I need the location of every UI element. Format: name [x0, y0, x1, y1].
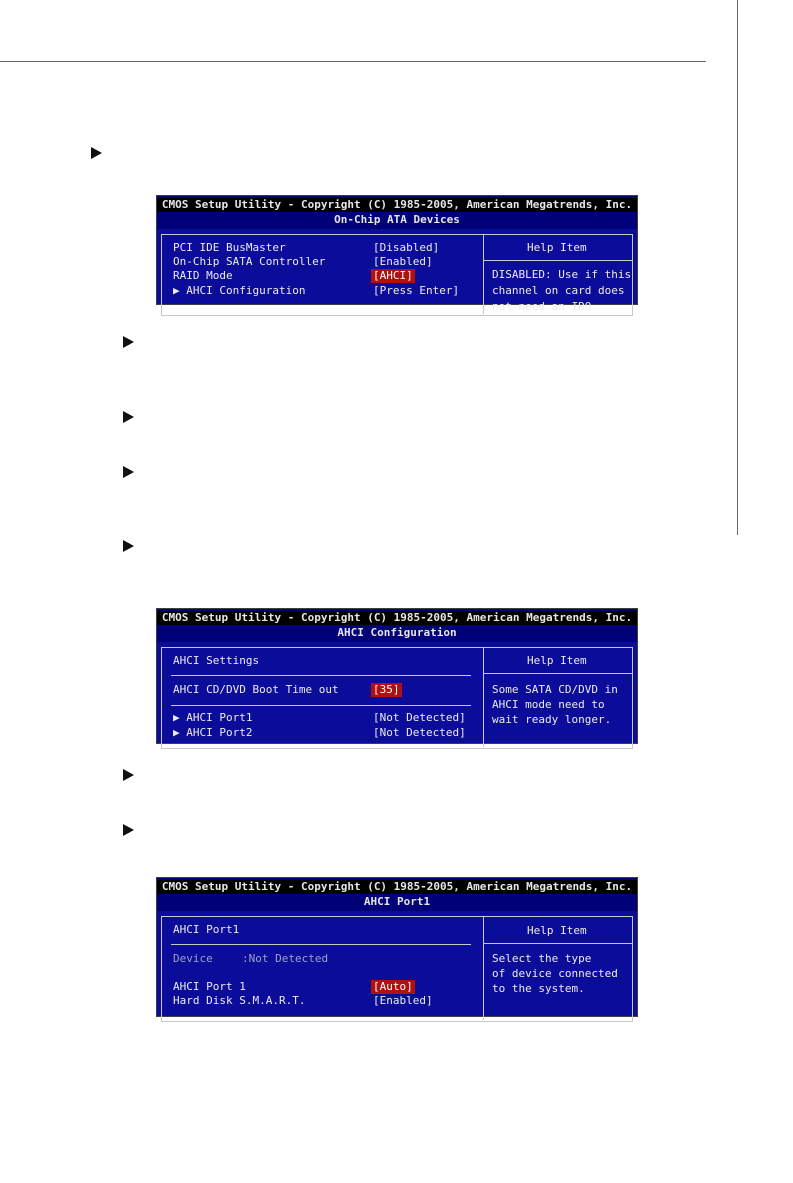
- bios-help-divider: [484, 260, 632, 261]
- bios-subtitle: AHCI Port1: [363, 895, 431, 908]
- submenu-link[interactable]: ▶ AHCI Port1: [173, 711, 253, 724]
- bios-subtitle: AHCI Configuration: [337, 626, 457, 639]
- setting-value[interactable]: [Not Detected]: [373, 711, 466, 724]
- page-side-rule: [737, 0, 738, 535]
- setting-label[interactable]: RAID Mode: [173, 269, 233, 282]
- help-title: Help Item: [527, 654, 587, 667]
- submenu-link[interactable]: ▶ AHCI Configuration: [173, 284, 306, 297]
- help-text: Select the type: [492, 952, 592, 965]
- help-text: channel on card does: [492, 284, 625, 297]
- bullet-icon: [123, 824, 134, 836]
- help-text: DISABLED: Use if this: [492, 268, 632, 281]
- setting-label[interactable]: On-Chip SATA Controller: [173, 255, 326, 268]
- help-text: of device connected: [492, 967, 618, 980]
- bullet-icon: [123, 411, 134, 423]
- device-value: :Not Detected: [242, 952, 329, 965]
- section-divider: [171, 705, 471, 706]
- bios-screen-onchip-ata: [156, 195, 638, 313]
- setting-value-selected[interactable]: [35]: [373, 683, 400, 696]
- section-divider: [171, 675, 471, 676]
- section-title: AHCI Port1: [173, 923, 240, 936]
- bullet-icon: [123, 466, 134, 478]
- setting-value[interactable]: [Enabled]: [373, 255, 433, 268]
- page-top-rule: [0, 61, 706, 62]
- bios-header: [157, 196, 637, 229]
- submenu-link[interactable]: ▶ AHCI Port2: [173, 726, 253, 739]
- setting-label[interactable]: AHCI CD/DVD Boot Time out: [173, 683, 339, 696]
- bios-help-divider: [484, 943, 632, 944]
- help-text: not need an IRQ: [492, 300, 592, 313]
- bullet-icon: [123, 336, 134, 348]
- help-title: Help Item: [527, 924, 587, 937]
- help-text: wait ready longer.: [492, 713, 612, 726]
- setting-value[interactable]: [Disabled]: [373, 241, 440, 254]
- bullet-icon: [91, 147, 102, 159]
- bios-divider: [483, 647, 484, 747]
- section-divider: [171, 944, 471, 945]
- bios-screen-ahci-port1: [156, 877, 638, 1017]
- bios-subtitle: On-Chip ATA Devices: [334, 213, 460, 226]
- bios-header: [157, 609, 637, 642]
- bios-title: CMOS Setup Utility - Copyright (C) 1985-2005, American Megatrends, Inc.: [157, 198, 637, 212]
- setting-value[interactable]: [Press Enter]: [373, 284, 460, 297]
- bios-header: [157, 878, 637, 911]
- bullet-icon: [123, 769, 134, 781]
- bios-title: CMOS Setup Utility - Copyright (C) 1985-2005, American Megatrends, Inc.: [157, 880, 637, 894]
- section-title: AHCI Settings: [173, 654, 260, 667]
- setting-value-selected[interactable]: [Auto]: [373, 980, 413, 993]
- bios-divider: [483, 234, 484, 314]
- bios-title: CMOS Setup Utility - Copyright (C) 1985-2005, American Megatrends, Inc.: [157, 611, 637, 625]
- setting-value[interactable]: [Enabled]: [373, 994, 433, 1007]
- help-text: to the system.: [492, 982, 585, 995]
- bios-screen-ahci-configuration: [156, 608, 638, 744]
- device-label: Device: [173, 952, 213, 965]
- setting-value-selected[interactable]: [AHCI]: [373, 269, 413, 282]
- setting-value[interactable]: [Not Detected]: [373, 726, 466, 739]
- help-title: Help Item: [527, 241, 587, 254]
- bios-help-divider: [484, 673, 632, 674]
- help-text: AHCI mode need to: [492, 698, 605, 711]
- bullet-icon: [123, 540, 134, 552]
- bios-divider: [483, 916, 484, 1020]
- setting-label[interactable]: PCI IDE BusMaster: [173, 241, 286, 254]
- help-text: Some SATA CD/DVD in: [492, 683, 618, 696]
- setting-label[interactable]: Hard Disk S.M.A.R.T.: [173, 994, 306, 1007]
- setting-label[interactable]: AHCI Port 1: [173, 980, 246, 993]
